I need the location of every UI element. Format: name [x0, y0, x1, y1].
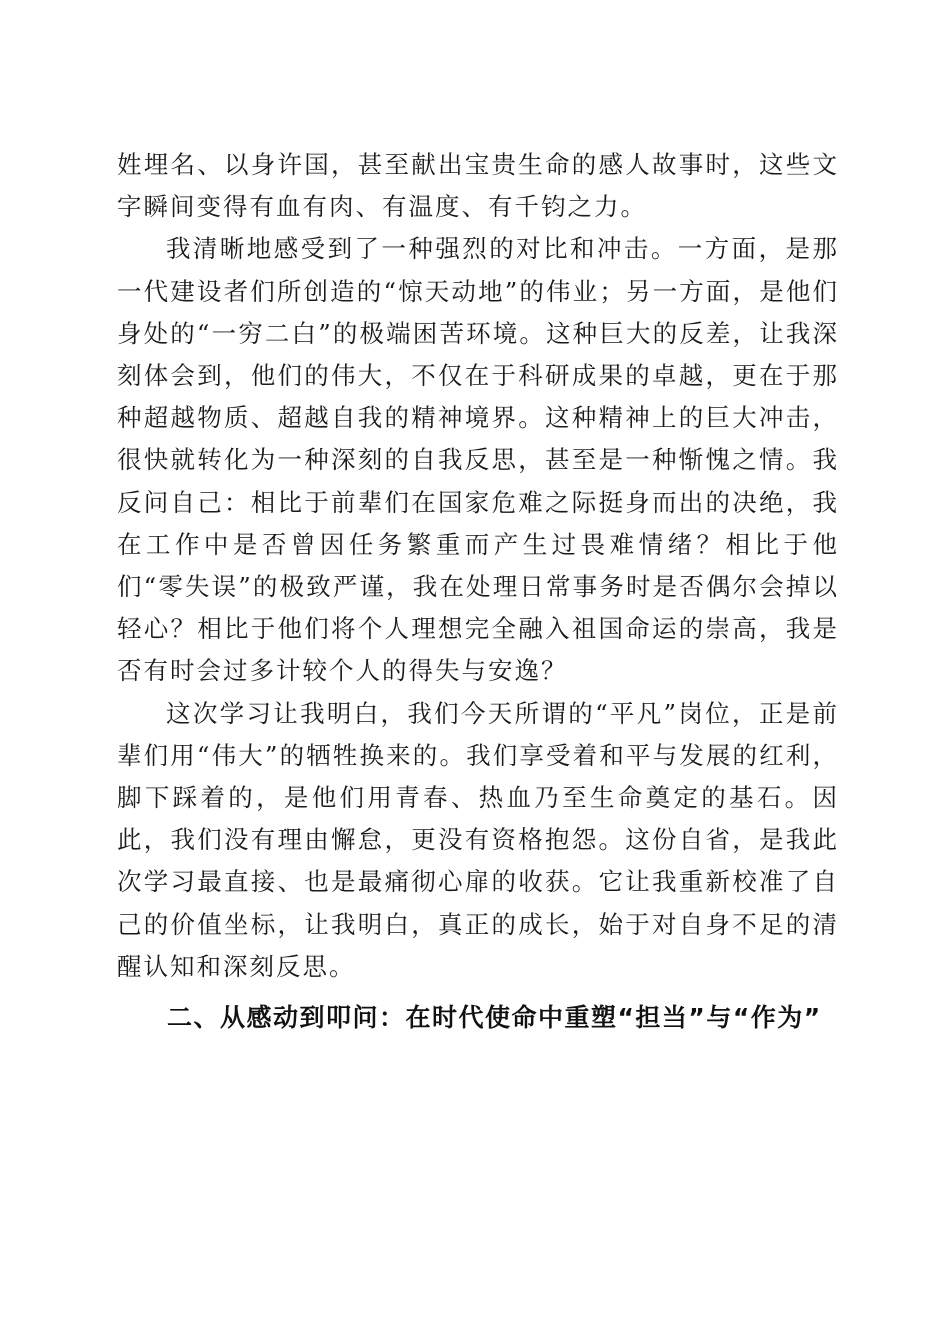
- paragraph-continuation: 姓埋名、以身许国，甚至献出宝贵生命的感人故事时，这些文字瞬间变得有血有肉、有温度、有千钧之力。: [117, 150, 839, 222]
- paragraph-lesson: 这次学习让我明白，我们今天所谓的“平凡”岗位，正是前辈们用“伟大”的牺牲换来的。我们享受着和平与发展的红利，脚下踩着的，是他们用青春、热血乃至生命奠定的基石。因此，我们没有理由懈怠，更没有资格抱怨。这份自省，是我此次学习最直接、也是最痛彻心扉的收获。它让我重新校准了自己的价值坐标，让我明白，真正的成长，始于对自身不足的清醒认知和深刻反思。: [117, 698, 839, 981]
- document-body: [117, 144, 839, 1039]
- section-heading: 二、从感动到叩问：在时代使命中重塑“担当”与“作为”: [167, 1003, 822, 1033]
- paragraph-reflection: 我清晰地感受到了一种强烈的对比和冲击。一方面，是那一代建设者们所创造的“惊天动地”的伟业；另一方面，是他们身处的“一穷二白”的极端困苦环境。这种巨大的反差，让我深刻体会到，他们的伟大，不仅在于科研成果的卓越，更在于那种超越物质、超越自我的精神境界。这种精神上的巨大冲击，很快就转化为一种深刻的自我反思，甚至是一种惭愧之情。我反问自己：相比于前辈们在国家危难之际挺身而出的决绝，我在工作中是否曾因任务繁重而产生过畏难情绪？相比于他们“零失误”的极致严谨，我在处理日常事务时是否偶尔会掉以轻心？相比于他们将个人理想完全融入祖国命运的崇高，我是否有时会过多计较个人的得失与安逸？: [117, 234, 839, 686]
